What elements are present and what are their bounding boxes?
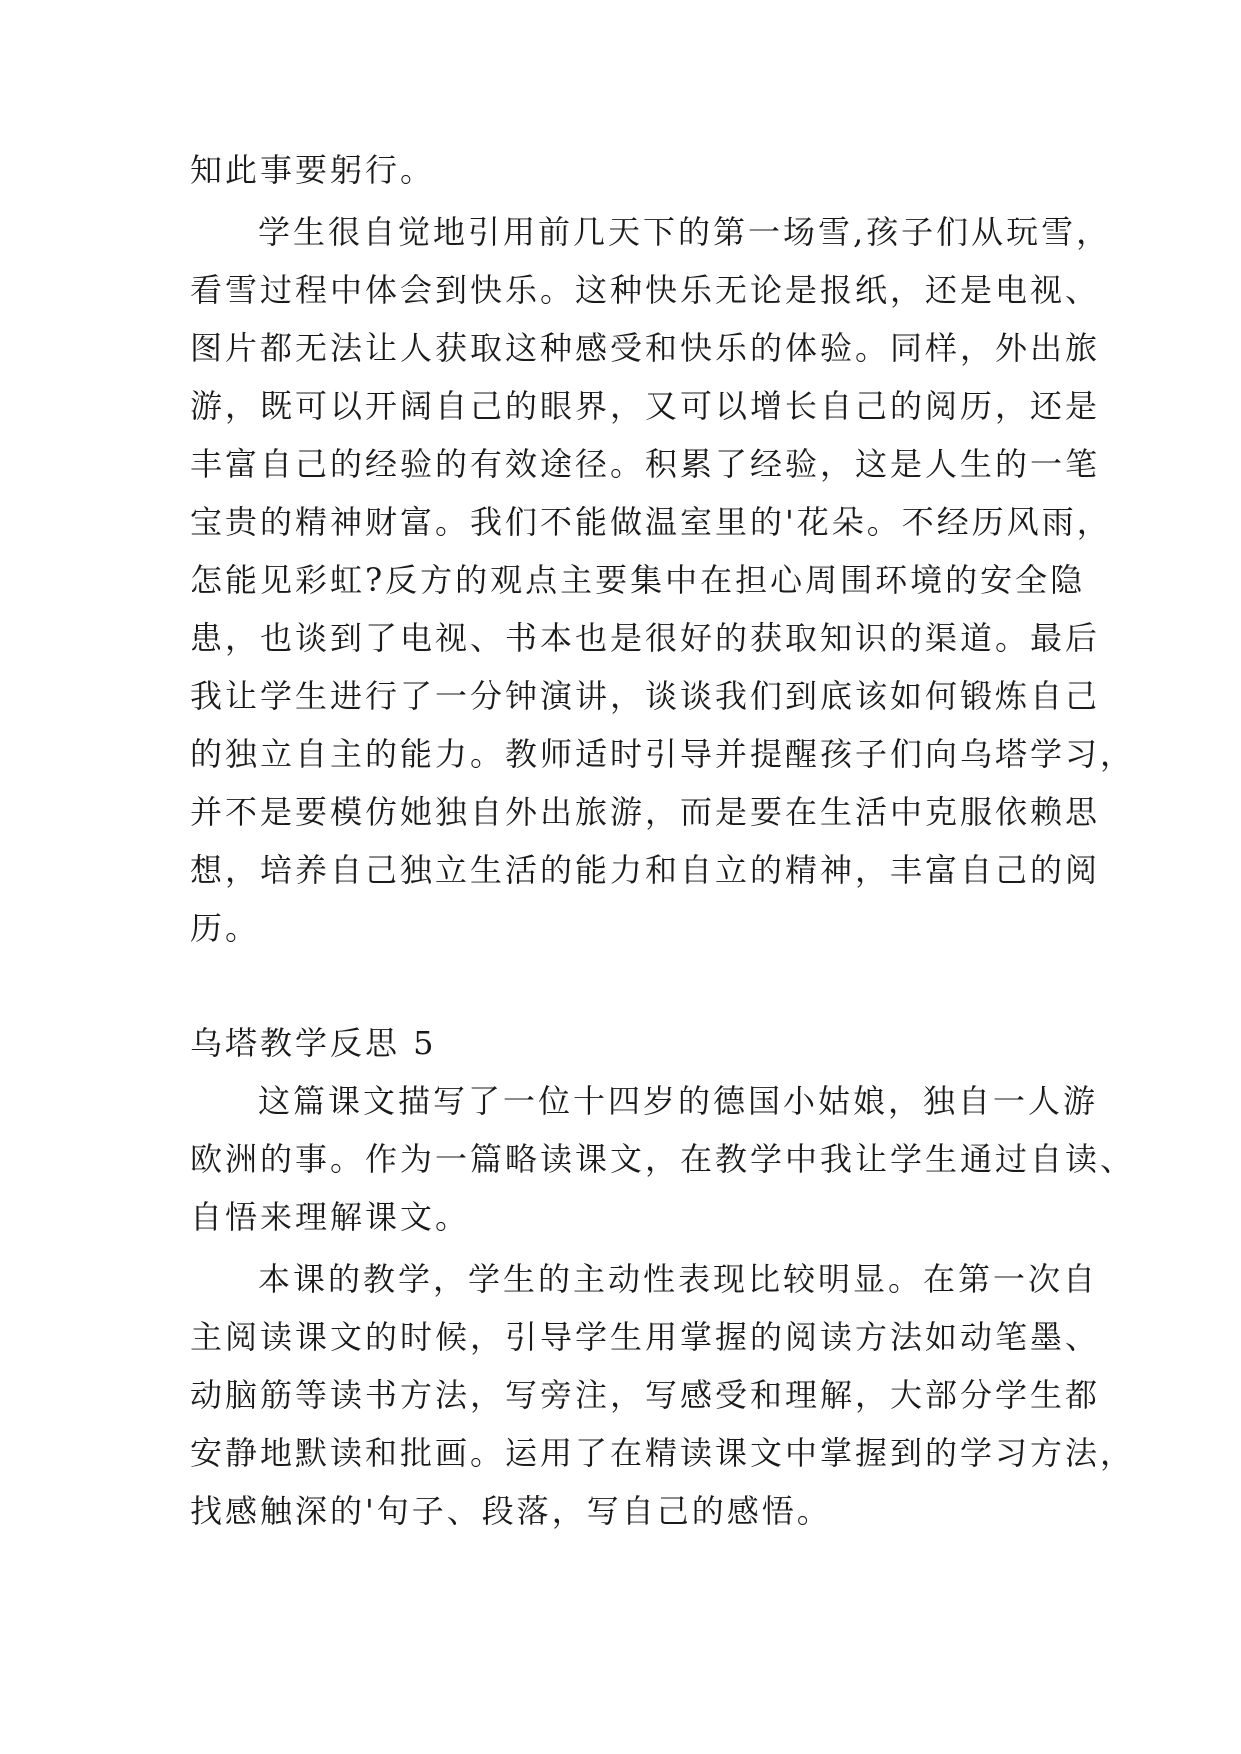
paragraph-line: 学生很自觉地引用前几天下的第一场雪,孩子们从玩雪， [258,213,1112,251]
paragraph-line: 游，既可以开阔自己的眼界，又可以增长自己的阅历，还是 [190,387,1101,425]
paragraph-line: 我让学生进行了一分钟演讲，谈谈我们到底该如何锻炼自己 [190,677,1101,715]
paragraph-line: 看雪过程中体会到快乐。这种快乐无论是报纸，还是电视、 [190,271,1101,309]
paragraph-line: 患，也谈到了电视、书本也是很好的获取知识的渠道。最后 [190,619,1101,657]
paragraph-line: 主阅读课文的时候，引导学生用掌握的阅读方法如动笔墨、 [190,1318,1101,1356]
paragraph-line: 动脑筋等读书方法，写旁注，写感受和理解，大部分学生都 [190,1376,1101,1414]
paragraph-line: 想，培养自己独立生活的能力和自立的精神，丰富自己的阅 [190,851,1101,889]
paragraph-line: 怎能见彩虹?反方的观点主要集中在担心周围环境的安全隐 [190,561,1086,599]
paragraph-line: 自悟来理解课文。 [190,1198,471,1236]
paragraph-line: 并不是要模仿她独自外出旅游，而是要在生活中克服依赖思 [190,793,1101,831]
section-heading: 乌塔教学反思 5 [190,1024,437,1062]
paragraph-line: 历。 [190,909,261,947]
paragraph-line: 这篇课文描写了一位十四岁的德国小姑娘，独自一人游 [258,1082,1099,1120]
paragraph-line: 找感触深的'句子、段落，写自己的感悟。 [190,1492,832,1530]
paragraph-line: 本课的教学，学生的主动性表现比较明显。在第一次自 [258,1260,1099,1298]
paragraph-line: 的独立自主的能力。教师适时引导并提醒孩子们向乌塔学习， [190,735,1136,773]
paragraph-line: 知此事要躬行。 [190,151,436,189]
paragraph-line: 图片都无法让人获取这种感受和快乐的体验。同样，外出旅 [190,329,1101,367]
paragraph-line: 安静地默读和批画。运用了在精读课文中掌握到的学习方法， [190,1434,1136,1472]
paragraph-line: 宝贵的精神财富。我们不能做温室里的'花朵。不经历风雨， [190,503,1112,541]
paragraph-line: 欧洲的事。作为一篇略读课文，在教学中我让学生通过自读、 [190,1140,1136,1178]
paragraph-line: 丰富自己的经验的有效途径。积累了经验，这是人生的一笔 [190,445,1101,483]
